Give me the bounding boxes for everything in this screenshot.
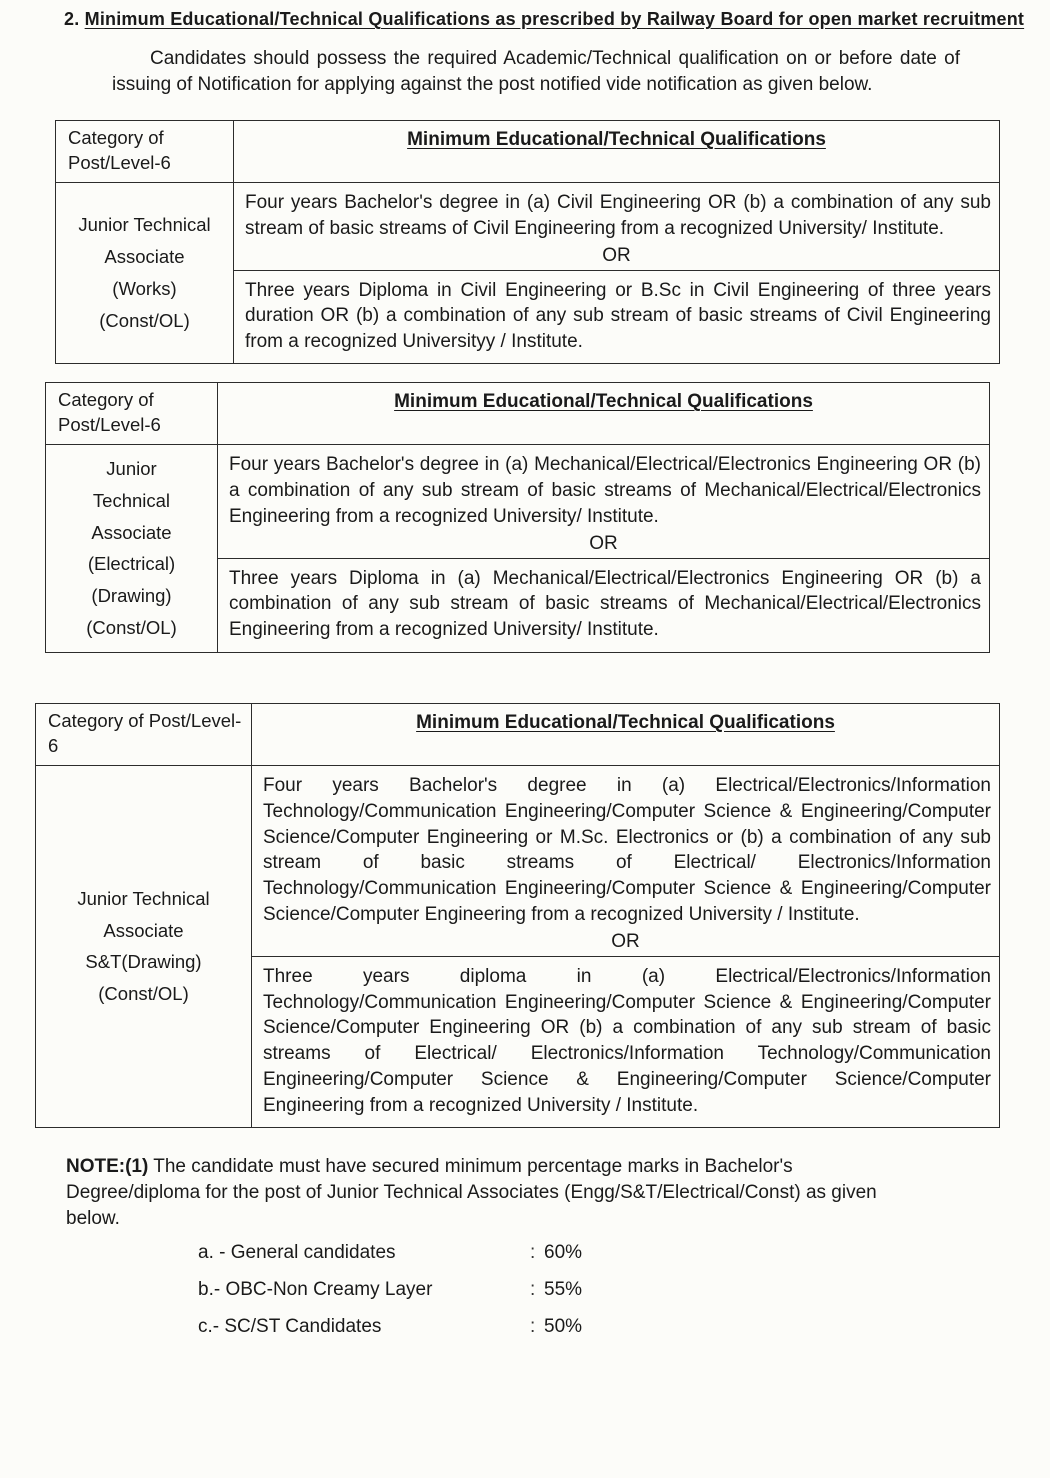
candidate-category-label: a. - General candidates — [198, 1241, 396, 1263]
note-text: The candidate must have secured minimum percentage marks in Bachelor's Degree/diploma for the post of Junior Technical Associates (Engg/S&T/Electrical/Const) as given below. — [66, 1155, 877, 1229]
qualification-table-electrical — [45, 382, 990, 653]
section-heading — [64, 0, 1050, 30]
percentage-value: 50% — [544, 1315, 583, 1337]
table-body-row — [36, 765, 1000, 1127]
qualification-degree-text: Four years Bachelor's degree in (a) Mechanical/Electrical/Electronics Engineering OR (b) a combination of any sub stream of basic streams of Mechanical/Electrical/Electronics Engineering from a recognized University/ Institute. — [229, 454, 981, 527]
category-line: (Works) — [112, 278, 177, 300]
category-line: Associate — [103, 919, 184, 941]
qualifications-header-cell — [252, 703, 1000, 765]
category-line: Junior — [106, 458, 157, 480]
qualification-cell — [218, 445, 990, 653]
colon-separator: : — [530, 1241, 536, 1263]
qualification-degree-text: Four years Bachelor's degree in (a) Electrical/Electronics/Information Technology/Communication Engineering/Computer Science & Engineering/Computer Science/Computer Engineering or M.Sc. Electronics or (b) a combination of any sub stream of basic streams of Electrical/ Electronics/Information Technology/Communication Engineering/Computer Science & Engineering/Computer Science/Computer Engineering from a recognized University / Institute. — [263, 774, 991, 925]
candidate-category-label: b.- OBC-Non Creamy Layer — [198, 1278, 433, 1300]
category-line: (Const/OL) — [98, 983, 189, 1005]
or-separator: OR — [589, 532, 618, 554]
or-separator: OR — [602, 244, 631, 266]
section-number: 2. — [64, 9, 80, 29]
qualification-cell — [252, 765, 1000, 1127]
percentage-value: 60% — [544, 1241, 583, 1263]
qualification-cell — [234, 182, 1000, 363]
category-line: S&T(Drawing) — [85, 951, 202, 973]
category-line: (Const/OL) — [99, 309, 190, 331]
percentage-value: 55% — [544, 1278, 583, 1300]
category-line: Junior Technical — [77, 887, 210, 909]
category-line: (Const/OL) — [86, 617, 177, 639]
list-item — [198, 1242, 1050, 1264]
or-separator: OR — [611, 930, 640, 952]
category-header-cell: Category of Post/Level-6 — [56, 121, 234, 183]
qualification-degree-text: Four years Bachelor's degree in (a) Civil Engineering OR (b) a combination of any sub stream of basic streams of Civil Engineering from a recognized University/ Institute. — [245, 191, 991, 239]
list-item — [198, 1316, 1050, 1338]
qualification-diploma-text: Three years Diploma in Civil Engineering or B.Sc in Civil Engineering of three years duration OR (b) a combination of any sub stream of basic streams of Civil Engineering from a recognized Universityy / Institute. — [234, 270, 999, 363]
section-title: Minimum Educational/Technical Qualifications as prescribed by Railway Board for open market recruitment — [84, 9, 1025, 29]
category-line: (Electrical) — [87, 553, 176, 575]
qualifications-header-label: Minimum Educational/Technical Qualifications — [416, 711, 835, 733]
category-cell — [56, 182, 234, 363]
note-paragraph — [66, 1154, 888, 1232]
qualification-table-snt — [35, 703, 1000, 1128]
category-line: Technical — [92, 489, 171, 511]
table-body-row — [46, 445, 990, 653]
category-line: Associate — [91, 521, 172, 543]
table-header-row — [46, 383, 990, 445]
category-header-cell: Category of Post/Level-6 — [46, 383, 218, 445]
candidate-category-label: c.- SC/ST Candidates — [198, 1315, 382, 1337]
qualifications-header-label: Minimum Educational/Technical Qualifications — [394, 391, 813, 413]
table-header-row — [56, 121, 1000, 183]
category-header-cell: Category of Post/Level-6 — [36, 703, 252, 765]
minimum-percentage-list — [198, 1242, 1050, 1338]
qualifications-header-cell — [234, 121, 1000, 183]
category-line: Junior Technical — [78, 214, 211, 236]
qualification-diploma-text: Three years Diploma in (a) Mechanical/Electrical/Electronics Engineering OR (b) a combination of any sub stream of basic streams of Mechanical/Electrical/Electronics Engineering from a recognized University/ Institute. — [218, 558, 989, 651]
qualifications-header-label: Minimum Educational/Technical Qualifications — [407, 129, 826, 151]
qualification-diploma-text: Three years diploma in (a) Electrical/Electronics/Information Technology/Communication Engineering/Computer Science & Engineering/Computer Science/Computer Engineering OR (b) a combination of any sub stream of basic streams of Electrical/ Electronics/Information Technology/Communication Engineering/Computer Science & Engineering/Computer Science/Computer Engineering from a recognized University / Institute. — [252, 956, 999, 1127]
table-body-row — [56, 182, 1000, 363]
note-label: NOTE:(1) — [66, 1155, 149, 1177]
colon-separator: : — [530, 1315, 536, 1337]
qualification-table-works — [55, 120, 1000, 364]
table-header-row — [36, 703, 1000, 765]
category-line: (Drawing) — [91, 585, 172, 607]
list-item — [198, 1279, 1050, 1301]
qualifications-header-cell — [218, 383, 990, 445]
colon-separator: : — [530, 1278, 536, 1300]
category-line: Associate — [104, 246, 185, 268]
intro-paragraph: Candidates should possess the required Academic/Technical qualification on or before date of issuing of Notification for applying against the post notified vide notification as given below. — [112, 48, 960, 96]
category-cell — [46, 445, 218, 653]
category-cell — [36, 765, 252, 1127]
